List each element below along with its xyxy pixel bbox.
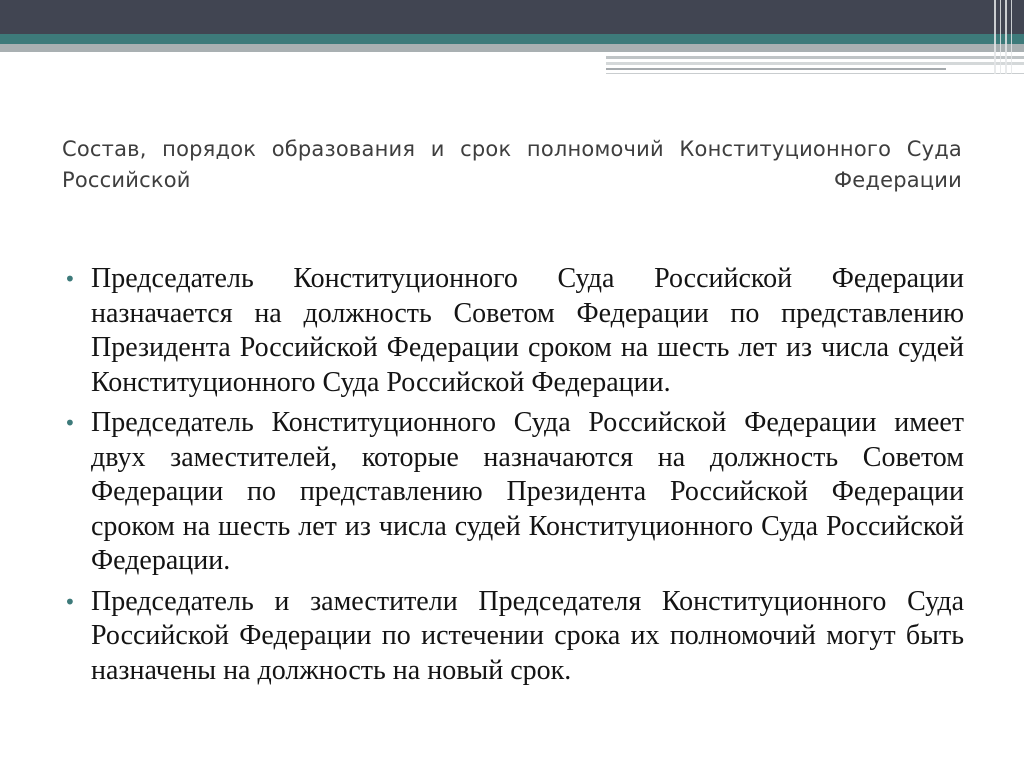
header-decor-line <box>606 56 1024 59</box>
bullet-text: Председатель Конституционного Суда Российской Федерации имеет двух заместителей, которые назначаются на должность Советом Федерации по представлению Президента Российской Федерации сроком на шесть лет из числа судей Конституционного Суда Российской Федерации. <box>91 407 964 576</box>
bullet-icon: • <box>64 267 76 291</box>
bullet-text: Председатель и заместители Председателя Конституционного Суда Российской Федерации по истечении срока их полномочий могут быть назначены на должность на новый срок. <box>91 585 964 686</box>
bullet-text: Председатель Конституционного Суда Российской Федерации назначается на должность Советом Федерации по представлению Президента Российской Федерации сроком на шесть лет из числа судей Конституционного Суда Российской Федерации. <box>91 263 964 398</box>
slide-title: Состав, порядок образования и срок полномочий Конституционного Суда Российской Федерации <box>62 137 962 192</box>
bullet-item <box>62 406 964 579</box>
header-decor-bar <box>1000 0 1001 74</box>
header-decor-line <box>606 62 1024 65</box>
header-decor-bar <box>994 0 996 74</box>
header-gray-band <box>0 44 1024 52</box>
bullet-icon: • <box>64 411 76 435</box>
bullet-icon: • <box>64 589 76 614</box>
header-decor-bar <box>1011 0 1012 74</box>
bullet-list <box>62 262 964 694</box>
header-dark-band <box>0 0 1024 34</box>
header-teal-band <box>0 34 1024 44</box>
header-decor-line <box>606 73 1024 74</box>
header-decor-bar <box>1005 0 1007 74</box>
bullet-item <box>62 262 964 400</box>
bullet-item <box>62 585 964 689</box>
header-decor-line <box>606 68 946 70</box>
